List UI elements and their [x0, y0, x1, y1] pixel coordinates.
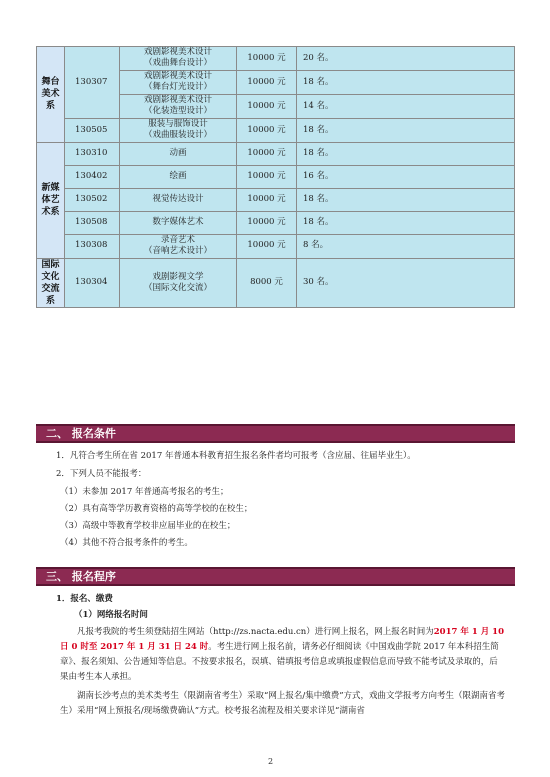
major-name-cell: 视觉传达设计	[120, 188, 237, 211]
procedure-heading-1: 1．报名、缴费	[56, 594, 113, 604]
department-cell: 舞台 美术 系	[37, 47, 65, 143]
section-heading-registration-procedure: 三、 报名程序	[36, 567, 515, 586]
major-name-cell: 绘画	[120, 165, 237, 188]
quota-cell: 18 名。	[297, 188, 515, 211]
department-cell: 国际 文化 交流 系	[37, 258, 65, 308]
page-number: 2	[268, 757, 274, 766]
table-row	[37, 165, 515, 188]
major-code-cell: 130304	[65, 258, 120, 308]
quota-cell: 18 名。	[297, 70, 515, 94]
major-code-cell: 130502	[65, 188, 120, 211]
procedure-heading-online-time: （1）网络报名时间	[74, 610, 148, 620]
tuition-fee-cell: 10000 元	[237, 165, 297, 188]
major-name-cell: 戏剧影视文学 （国际文化交流）	[120, 258, 237, 308]
department-cell: 新媒 体艺 术系	[37, 142, 65, 258]
paragraph-1-text-b: 。考生进行网上报名前，请务必仔细阅读《中国戏曲学院 2017 年本科招生简章》、报名须知、公告通知等信息。不按要求报名，误填、错填报考信息或填报虚假信息而导致不能考试及录取的，后果由考生本人承担。	[60, 642, 499, 682]
major-code-cell: 130508	[65, 211, 120, 234]
major-code-cell: 130310	[65, 142, 120, 165]
quota-cell: 18 名。	[297, 142, 515, 165]
table-row	[37, 211, 515, 234]
table-row	[37, 47, 515, 71]
condition-sub-1: （1）未参加 2017 年普通高考报名的考生；	[60, 487, 229, 497]
condition-sub-4: （4）其他不符合报考条件的考生。	[60, 538, 193, 548]
table-row	[37, 142, 515, 165]
quota-cell: 14 名。	[297, 94, 515, 118]
major-code-cell: 130505	[65, 118, 120, 142]
quota-cell: 18 名。	[297, 118, 515, 142]
table-row	[37, 118, 515, 142]
major-name-cell: 服装与服饰设计 （戏曲服装设计）	[120, 118, 237, 142]
tuition-fee-cell: 10000 元	[237, 188, 297, 211]
procedure-paragraph-1	[60, 625, 506, 685]
quota-cell: 30 名。	[297, 258, 515, 308]
major-code-cell: 130402	[65, 165, 120, 188]
major-name-cell: 录音艺术 （音响艺术设计）	[120, 234, 237, 258]
condition-sub-2: （2）具有高等学历教育资格的高等学校的在校生；	[60, 504, 253, 514]
tuition-fee-cell: 10000 元	[237, 94, 297, 118]
condition-item-1: 1．凡符合考生所在省 2017 年普通本科教育招生报名条件者均可报考（含应届、往届毕业生）。	[56, 451, 416, 461]
section-heading-registration-conditions: 二、 报名条件	[36, 424, 515, 443]
major-name-cell: 戏剧影视美术设计 （戏曲舞台设计）	[120, 47, 237, 71]
major-name-cell: 动画	[120, 142, 237, 165]
registration-period-highlight: 2017 年 1 月 10 日 0 时至 2017 年 1 月 31 日 24 时	[60, 627, 505, 652]
table-row	[37, 234, 515, 258]
tuition-fee-cell: 10000 元	[237, 211, 297, 234]
major-name-cell: 戏剧影视美术设计 （舞台灯光设计）	[120, 70, 237, 94]
procedure-paragraph-2: 湖南长沙考点的美术类考生（限湖南省考生）采取“网上报名/集中缴费”方式，戏曲文学报考方向考生（限湖南省考生）采用“网上预报名/现场缴费确认”方式。校考报名流程及相关要求详见“湖南省	[60, 691, 506, 716]
tuition-fee-cell: 8000 元	[237, 258, 297, 308]
condition-sub-3: （3）高级中等教育学校非应届毕业的在校生；	[60, 521, 236, 531]
quota-cell: 8 名。	[297, 234, 515, 258]
quota-cell: 16 名。	[297, 165, 515, 188]
major-name-cell: 数字媒体艺术	[120, 211, 237, 234]
major-table	[36, 46, 515, 308]
condition-item-2: 2．下列人员不能报考：	[56, 469, 147, 479]
tuition-fee-cell: 10000 元	[237, 47, 297, 71]
quota-cell: 18 名。	[297, 211, 515, 234]
major-table-body	[37, 47, 515, 308]
tuition-fee-cell: 10000 元	[237, 142, 297, 165]
major-code-cell: 130307	[65, 47, 120, 119]
table-row	[37, 188, 515, 211]
quota-cell: 20 名。	[297, 47, 515, 71]
paragraph-1-text-a: 凡报考我院的考生须登陆招生网站（http://zs.nacta.edu.cn）进行网上报名，网上报名时间为	[77, 627, 434, 637]
tuition-fee-cell: 10000 元	[237, 70, 297, 94]
major-name-cell: 戏剧影视美术设计 （化装造型设计）	[120, 94, 237, 118]
tuition-fee-cell: 10000 元	[237, 118, 297, 142]
table-row	[37, 258, 515, 308]
tuition-fee-cell: 10000 元	[237, 234, 297, 258]
major-code-cell: 130308	[65, 234, 120, 258]
